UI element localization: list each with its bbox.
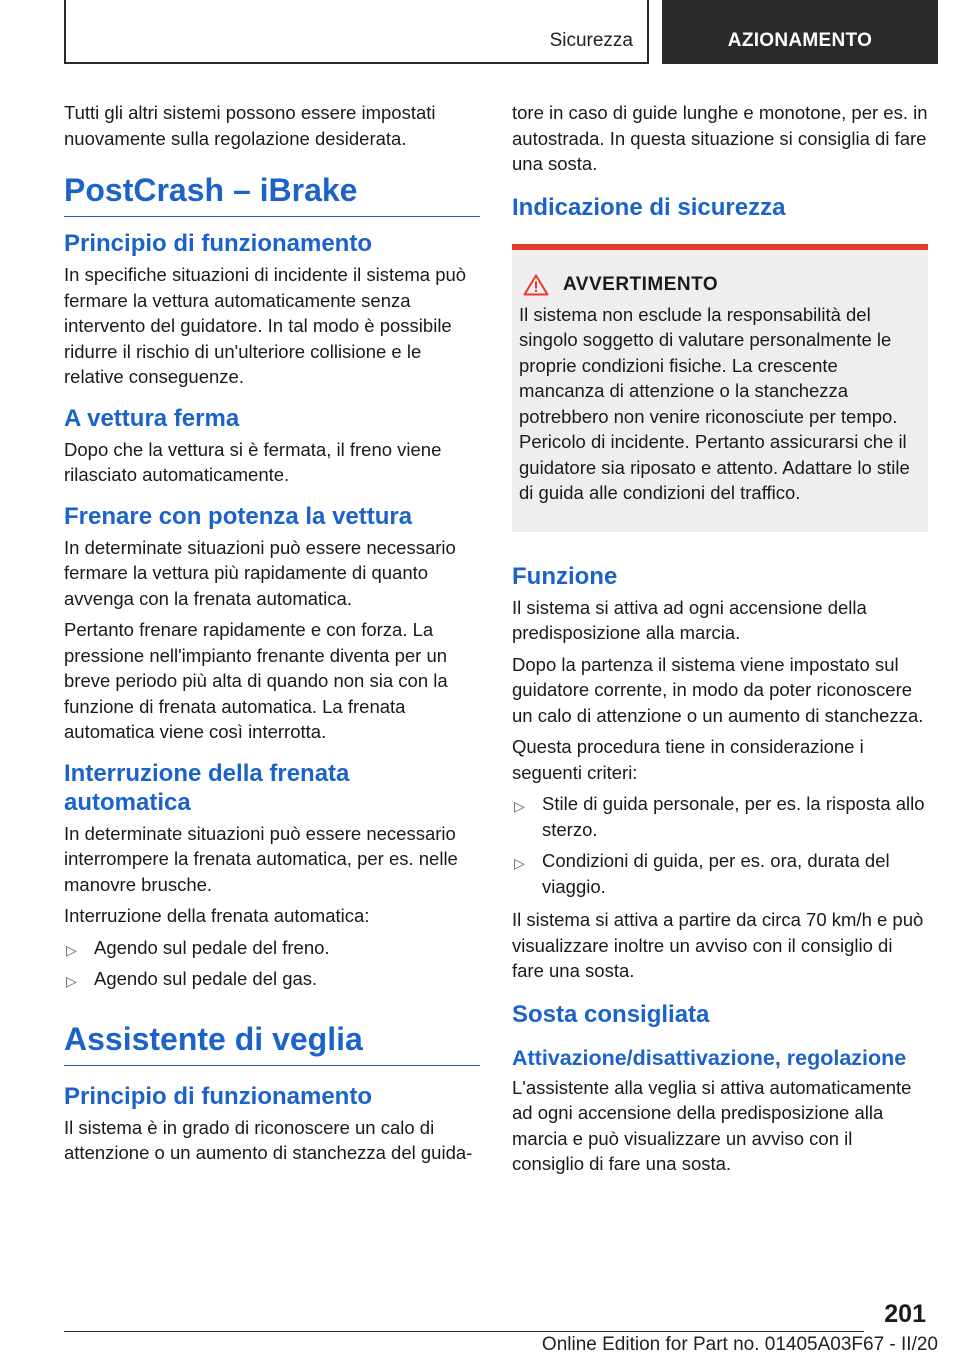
sicurezza-heading: Indicazione di sicurezza	[512, 193, 786, 221]
assistente-heading: Assistente di veglia	[64, 1020, 480, 1066]
principio2-heading: Principio di funzionamento	[64, 1082, 372, 1110]
postcrash-heading: PostCrash – iBrake	[64, 171, 480, 217]
list-item: ▷ Agendo sul pedale del gas.	[64, 966, 480, 992]
funzione-paragraph-2: Dopo la partenza il sistema viene impostato sul guidatore corrente, in modo da poter riconoscere un calo di attenzione o un aumento di stanchezza.	[512, 653, 924, 726]
frenare-heading: Frenare con potenza la vettura	[64, 502, 413, 530]
frenare-paragraph-2: Pertanto frenare rapidamente e con forza. La pressione nell'impianto frenante diventa per un breve periodo più alta di quando non sia con la funzione di frenata automatica. La frenata automatica viene così interrotta.	[64, 619, 448, 742]
funzione-heading: Funzione	[512, 562, 618, 590]
list-item: ▷ Stile di guida personale, per es. la risposta allo sterzo.	[514, 793, 925, 840]
attivazione-heading: Attivazione/disattivazione, regolazione	[512, 1045, 907, 1070]
interruzione-paragraph-1: In determinate situazioni può essere necessario interrompere la frenata automatica, per es. nelle manovre brusche.	[64, 822, 458, 895]
principio2-paragraph: Il sistema è in grado di riconoscere un calo di attenzione o un aumento di stanchezza del guida-	[64, 1116, 473, 1163]
funzione-list	[512, 791, 928, 899]
warning-triangle-icon	[523, 274, 549, 296]
sosta-heading: Sosta consigliata	[512, 1000, 710, 1028]
funzione-paragraph-3: Questa procedura tiene in considerazione i seguenti criteri:	[512, 736, 864, 783]
triangle-right-icon: ▷	[66, 941, 77, 958]
left-column	[64, 100, 480, 1172]
warning-box	[512, 244, 928, 532]
warning-header	[519, 274, 920, 296]
warning-title: AVVERTIMENTO	[563, 273, 719, 295]
frenare-paragraph-1: In determinate situazioni può essere necessario fermare la vettura più rapidamente di quanto avvenga con la frenata automatica.	[64, 536, 456, 609]
header-section-box	[64, 0, 649, 64]
funzione-paragraph-4: Il sistema si attiva a partire da circa 70 km/h e può visualizzare inoltre un avviso con il consiglio di fare una sosta.	[512, 909, 924, 981]
page-number: 201	[884, 1300, 926, 1328]
header-chapter-label: AZIONAMENTO	[727, 30, 873, 51]
list-item: ▷ Condizioni di guida, per es. ora, durata del viaggio.	[514, 850, 890, 897]
principio-heading: Principio di funzionamento	[64, 230, 372, 257]
header-section-label: Sicurezza	[549, 30, 633, 51]
funzione-paragraph-1: Il sistema si attiva ad ogni accensione della predisposizione alla marcia.	[512, 596, 867, 643]
attivazione-paragraph: L'assistente alla veglia si attiva automaticamente ad ogni accensione della predisposizione alla marcia e può visualizzare un avviso con il consiglio di fare una sosta.	[512, 1076, 912, 1174]
continued-paragraph: tore in caso di guide lunghe e monotone, per es. in autostrada. In questa situazione si consiglia di fare una sosta.	[512, 102, 928, 174]
triangle-right-icon: ▷	[514, 855, 525, 871]
warning-text: Il sistema non esclude la responsabilità del singolo soggetto di valutare personalmente le proprie condizioni fisiche. La crescente mancanza di attenzione o la stanchezza potrebbero non venire riconosciute per tempo. Pericolo di incidente. Pertanto assicurarsi che il guidatore sia riposato e attento. Adattare lo stile di guida alle condizioni del traffico.	[519, 303, 910, 503]
vettura-ferma-paragraph: Dopo che la vettura si è fermata, il freno viene rilasciato automaticamente.	[64, 438, 442, 485]
interruzione-heading: Interruzione della frenata automatica	[64, 759, 350, 816]
principio-paragraph: In specifiche situazioni di incidente il sistema può fermare la vettura automaticamente senza intervento del guidatore. In tal modo è possibile ridurre il rischio di un'ulteriore collisione e le relative conseguenze.	[64, 264, 467, 387]
list-item: ▷ Agendo sul pedale del freno.	[64, 935, 480, 961]
right-column	[512, 100, 928, 1183]
interruzione-paragraph-2: Interruzione della frenata automatica:	[64, 905, 370, 926]
footer-edition: Online Edition for Part no. 01405A03F67 - II/20	[541, 1334, 938, 1355]
triangle-right-icon: ▷	[514, 798, 525, 814]
interruzione-list	[64, 935, 480, 992]
vettura-ferma-heading: A vettura ferma	[64, 404, 240, 432]
intro-paragraph: Tutti gli altri sistemi possono essere impostati nuovamente sulla regolazione desiderata.	[64, 102, 436, 149]
header-chapter-box	[662, 0, 938, 64]
triangle-right-icon: ▷	[66, 973, 77, 989]
footer-divider	[64, 1331, 864, 1332]
